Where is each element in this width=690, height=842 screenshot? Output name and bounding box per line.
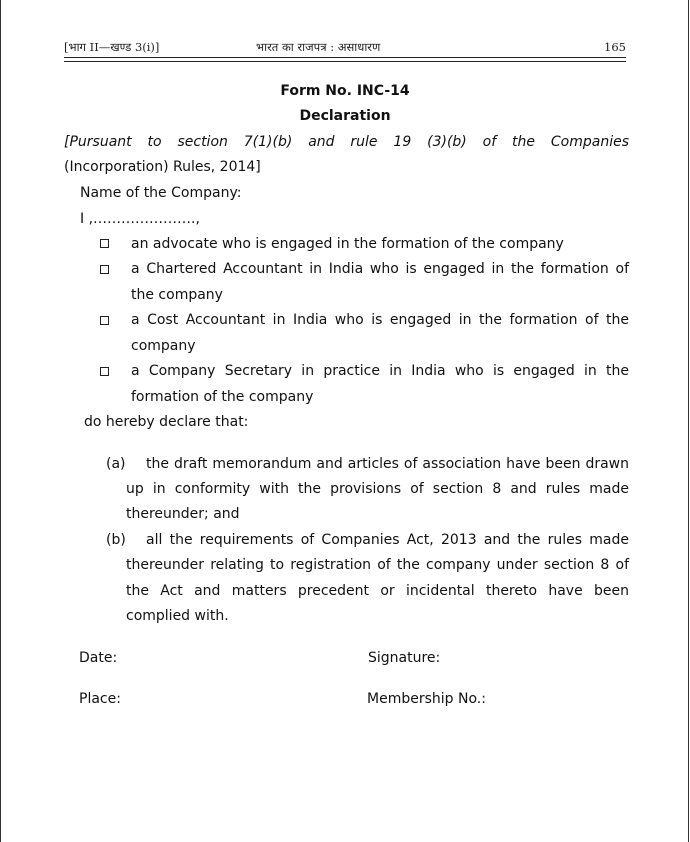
option-advocate-text: an advocate who is engaged in the formation of the company bbox=[131, 236, 564, 252]
header-section-label: [भाग II—खण्ड 3(i)] bbox=[64, 40, 160, 54]
option-chartered-accountant-checkbox[interactable] bbox=[100, 265, 109, 274]
pursuant-line-2: (Incorporation) Rules, 2014] bbox=[64, 159, 261, 175]
option-chartered-accountant-text-cont: the company bbox=[131, 287, 223, 303]
company-name-label: Name of the Company: bbox=[80, 185, 242, 201]
clause-a-line-1: the draft memorandum and articles of association have been drawn bbox=[146, 456, 629, 472]
option-advocate-checkbox[interactable] bbox=[100, 239, 109, 248]
pursuant-line-1: [Pursuant to section 7(1)(b) and rule 19 (3)(b) of the Companies bbox=[64, 134, 629, 150]
option-chartered-accountant-text: a Chartered Accountant in India who is engaged in the formation of bbox=[131, 261, 629, 277]
option-cost-accountant-text-cont: company bbox=[131, 338, 196, 354]
place-label: Place: bbox=[79, 691, 121, 707]
header-rule-bottom bbox=[64, 61, 626, 62]
declarant-name-line: I ,…………………., bbox=[80, 211, 200, 227]
clause-a-line-2: up in conformity with the provisions of section 8 and rules made bbox=[126, 481, 629, 497]
option-cost-accountant-checkbox[interactable] bbox=[100, 316, 109, 325]
declare-line: do hereby declare that: bbox=[84, 414, 249, 430]
header-gazette-title: भारत का राजपत्र : असाधारण bbox=[256, 40, 381, 54]
header-rule-top bbox=[64, 57, 626, 58]
clause-b-line-4: complied with. bbox=[126, 608, 229, 624]
form-subtitle: Declaration bbox=[299, 108, 391, 124]
option-company-secretary-checkbox[interactable] bbox=[100, 367, 109, 376]
form-title: Form No. INC-14 bbox=[280, 83, 410, 99]
membership-number-label: Membership No.: bbox=[367, 691, 486, 707]
date-label: Date: bbox=[79, 650, 118, 666]
option-cost-accountant-text: a Cost Accountant in India who is engaged in the formation of the bbox=[131, 312, 629, 328]
clause-a-marker: (a) bbox=[106, 456, 126, 472]
clause-b-line-3: the Act and matters precedent or incidental thereto have been bbox=[126, 583, 629, 599]
clause-a-line-3: thereunder; and bbox=[126, 506, 240, 522]
signature-label: Signature: bbox=[368, 650, 441, 666]
header-page-number: 165 bbox=[604, 40, 626, 54]
clause-b-line-2: thereunder relating to registration of the company under section 8 of bbox=[126, 557, 629, 573]
clause-b-marker: (b) bbox=[106, 532, 126, 548]
option-company-secretary-text: a Company Secretary in practice in India who is engaged in the bbox=[131, 363, 629, 379]
clause-b-line-1: all the requirements of Companies Act, 2013 and the rules made bbox=[146, 532, 629, 548]
option-company-secretary-text-cont: formation of the company bbox=[131, 389, 314, 405]
